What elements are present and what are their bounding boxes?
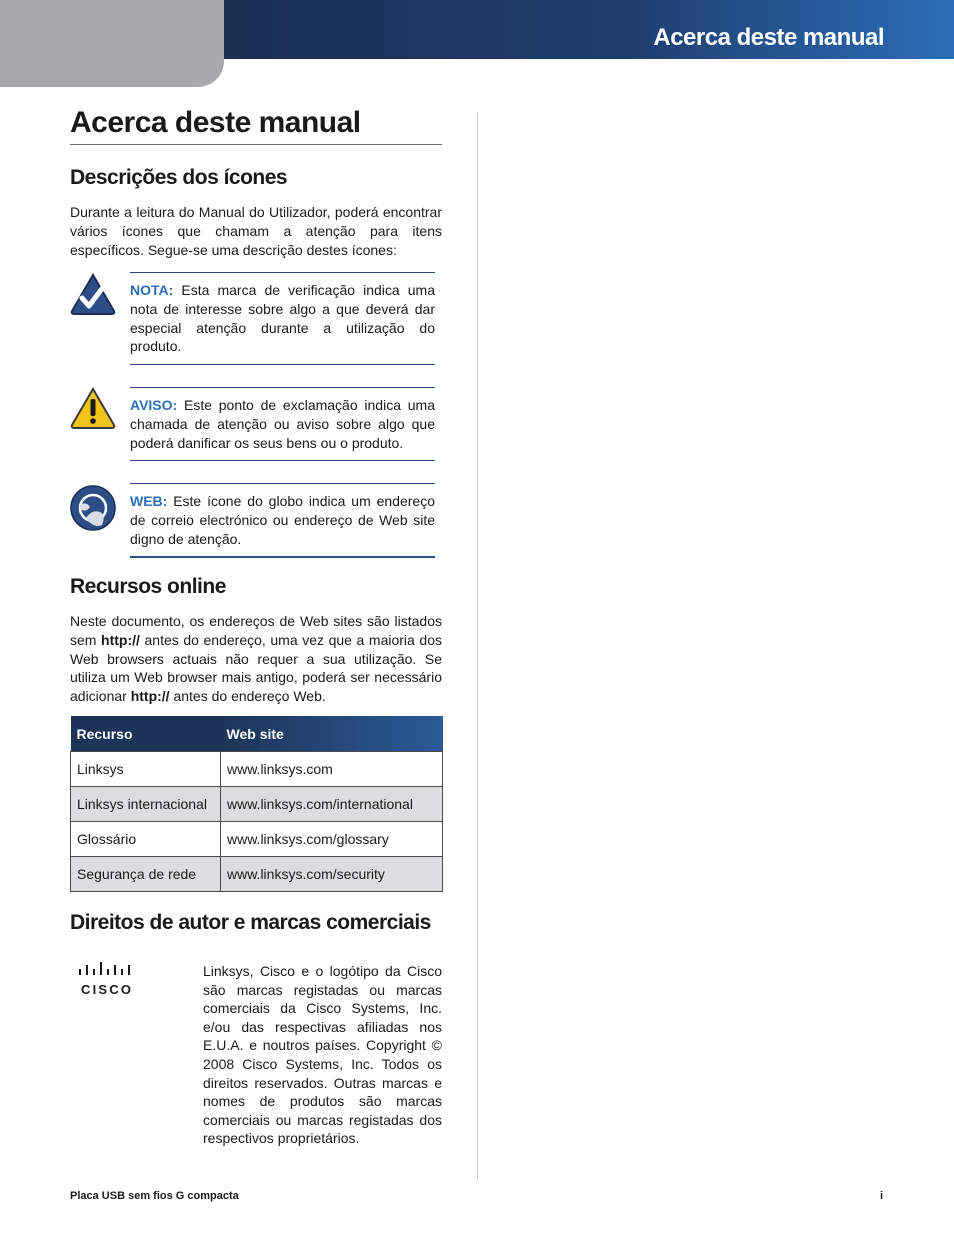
table-header-website: Web site	[221, 716, 443, 752]
copyright-text: Linksys, Cisco e o logótipo da Cisco são marcas registadas ou marcas comerciais da Cisco Systems, Inc. e/ou das respectivas afiliadas nos E.U.A. e noutros países. Copyright © 2008 Cisco Systems, Inc. Todos os direitos reservados. Outras marcas e nomes de produtos são marcas comerciais ou marcas registadas dos respectivos proprietários.	[203, 963, 442, 1147]
table-cell-resource: Linksys internacional	[71, 787, 221, 822]
table-row	[71, 787, 443, 822]
warning-icon	[70, 387, 116, 433]
online-text-1: Neste documento, os endereços de Web sites são listados sem	[70, 613, 442, 648]
warning-label: AVISO:	[130, 397, 178, 413]
online-text-3: antes do endereço Web.	[169, 688, 326, 705]
online-paragraph	[70, 612, 442, 706]
table-cell-url[interactable]: www.linksys.com/glossary	[221, 822, 443, 857]
note-body: Esta marca de verificação indica uma nota de interesse sobre algo a que deverá dar especial atenção durante a utilização do produto.	[130, 282, 435, 355]
resources-table	[70, 716, 443, 892]
icons-intro: Durante a leitura do Manual do Utilizador, poderá encontrar vários ícones que chamam a atenção para itens específicos. Segue-se uma descrição destes ícones:	[70, 204, 442, 258]
globe-icon	[70, 485, 116, 531]
web-text	[130, 483, 435, 558]
section-heading-online: Recursos online	[70, 575, 226, 598]
online-text-2: antes do endereço, uma vez que a maioria dos Web browsers actuais não requer a sua utilização. Se utiliza um Web browser mais antigo, poderá ser necessário adicionar	[70, 631, 442, 705]
header-gray-tab	[0, 0, 224, 87]
warning-body: Este ponto de exclamação indica uma chamada de atenção ou aviso sobre algo que poderá danificar os seus bens ou o produto.	[130, 397, 435, 451]
table-cell-url[interactable]: www.linksys.com	[221, 752, 443, 787]
http-prefix-1: http://	[101, 631, 140, 648]
web-label: WEB:	[130, 493, 168, 509]
warning-text	[130, 387, 435, 461]
web-body: Este ícone do globo indica um endereço de correio electrónico ou endereço de Web site digno de atenção.	[130, 493, 435, 547]
table-cell-url[interactable]: www.linksys.com/security	[221, 857, 443, 892]
footer-page-number: i	[880, 1190, 884, 1202]
section-heading-copyright: Direitos de autor e marcas comerciais	[70, 911, 431, 934]
table-header-resource: Recurso	[71, 716, 221, 752]
table-header-row	[71, 716, 443, 752]
cisco-logo-text: CISCO	[81, 982, 134, 997]
table-cell-url[interactable]: www.linksys.com/international	[221, 787, 443, 822]
header-bar	[224, 0, 954, 59]
table-cell-resource: Segurança de rede	[71, 857, 221, 892]
column-divider	[477, 112, 478, 1180]
page-title: Acerca deste manual	[70, 106, 442, 145]
section-heading-icons: Descrições dos ícones	[70, 166, 288, 189]
footer-product-name: Placa USB sem fios G compacta	[70, 1190, 239, 1202]
table-row	[71, 822, 443, 857]
http-prefix-2: http://	[130, 688, 170, 705]
note-text	[130, 272, 435, 365]
table-cell-resource: Linksys	[71, 752, 221, 787]
checkmark-icon	[70, 273, 116, 319]
cisco-logo	[78, 962, 134, 998]
note-label: NOTA:	[130, 282, 174, 298]
header-title: Acerca deste manual	[653, 24, 884, 51]
table-row	[71, 857, 443, 892]
table-cell-resource: Glossário	[71, 822, 221, 857]
table-row	[71, 752, 443, 787]
